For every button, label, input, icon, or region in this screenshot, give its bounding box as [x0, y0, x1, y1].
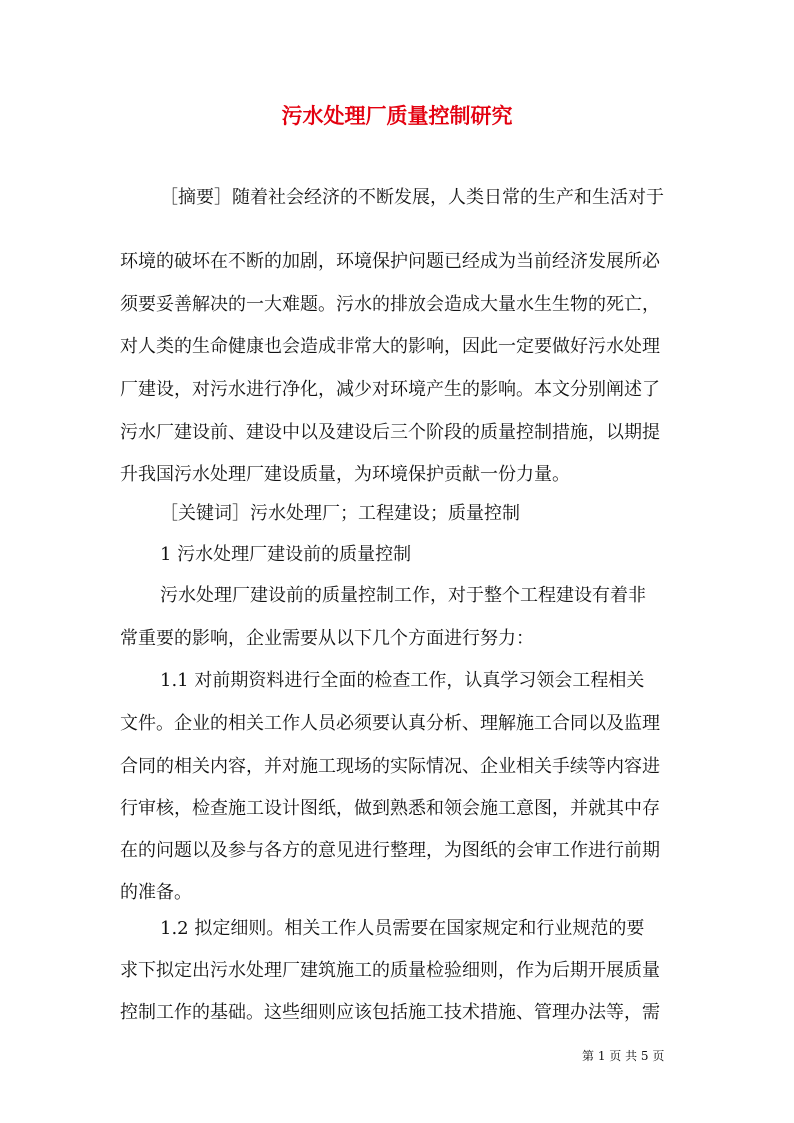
- body-line: 在的问题以及参与各方的意见进行整理，为图纸的会审工作进行前期: [120, 840, 660, 861]
- body-line: 常重要的影响，企业需要从以下几个方面进行努力：: [120, 628, 534, 649]
- body-line: 1.2 拟定细则。相关工作人员需要在国家规定和行业规范的要: [160, 918, 645, 939]
- abstract-line: 升我国污水处理厂建设质量，为环境保护贡献一份力量。: [120, 464, 570, 485]
- body-line: 合同的相关内容，并对施工现场的实际情况、企业相关手续等内容进: [120, 756, 660, 777]
- abstract-line: 污水厂建设前、建设中以及建设后三个阶段的质量控制措施，以期提: [120, 422, 660, 443]
- abstract-line: 对人类的生命健康也会造成非常大的影响，因此一定要做好污水处理: [120, 336, 660, 357]
- abstract-line: 环境的破坏在不断的加剧，环境保护问题已经成为当前经济发展所必: [120, 251, 660, 272]
- body-line: 控制工作的基础。这些细则应该包括施工技术措施、管理办法等，需: [120, 1002, 660, 1023]
- body-line: 行审核，检查施工设计图纸，做到熟悉和领会施工意图，并就其中存: [120, 798, 660, 819]
- body-line: 文件。企业的相关工作人员必须要认真分析、理解施工合同以及监理: [120, 713, 660, 734]
- document-title: 污水处理厂质量控制研究: [281, 103, 513, 128]
- body-line: 的准备。: [120, 882, 192, 903]
- abstract-line: 厂建设，对污水进行净化，减少对环境产生的影响。本文分别阐述了: [120, 379, 660, 400]
- abstract-line: ［摘要］随着社会经济的不断发展，人类日常的生产和生活对于: [160, 187, 664, 208]
- section-heading: 1 污水处理厂建设前的质量控制: [160, 544, 412, 565]
- abstract-line: 须要妥善解决的一大难题。污水的排放会造成大量水生生物的死亡，: [120, 294, 660, 315]
- keywords-line: ［关键词］污水处理厂；工程建设；质量控制: [160, 503, 520, 524]
- page-number: 第 1 页 共 5 页: [582, 1049, 665, 1063]
- body-line: 求下拟定出污水处理厂建筑施工的质量检验细则，作为后期开展质量: [120, 960, 660, 981]
- body-line: 1.1 对前期资料进行全面的检查工作，认真学习领会工程相关: [160, 670, 645, 691]
- body-line: 污水处理厂建设前的质量控制工作，对于整个工程建设有着非: [160, 585, 646, 606]
